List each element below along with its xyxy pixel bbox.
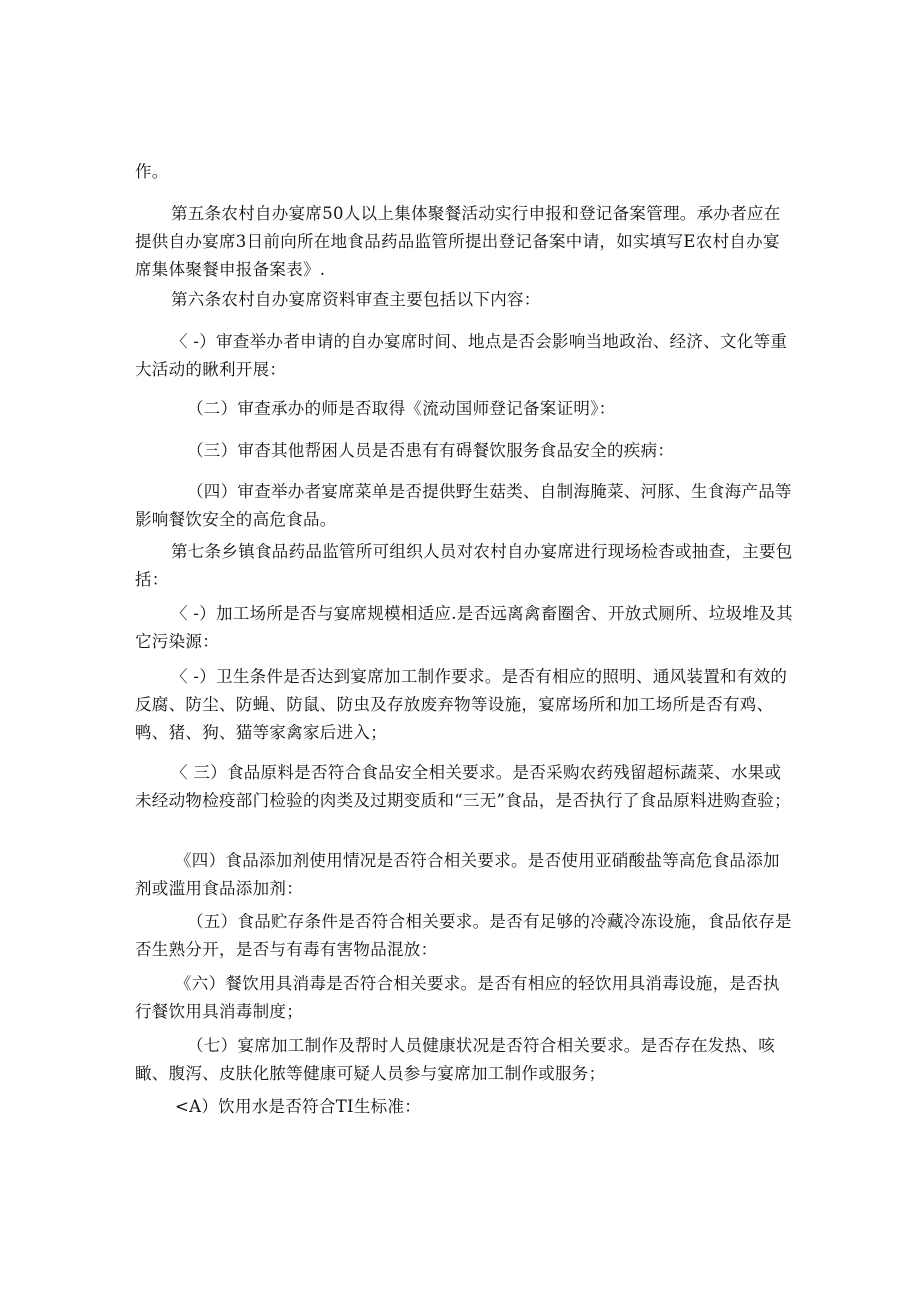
paragraph-inspection-item-2: 〈 -）卫生条件是否达到宴席加工制作要求。是否有相应的照明、通风装置和有效的反腐、防尘、防蝇、防鼠、防虫及存放废弃物等设施，宴席场所和加工场所是否有鸡、鸭、猪、狗、猫等家禽家后进入；	[135, 667, 788, 742]
paragraph-review-item-1: 〈 -）审查举办者申请的自办宴席时间、地点是否会影响当地政治、经济、文化等重大活动的瞅利开展：	[135, 332, 788, 379]
paragraph-inspection-item-8: <A）饮用水是否符合TI生标准：	[175, 1097, 422, 1116]
paragraph-inspection-item-4: 《四）食品添加剂使用情况是否符合相关要求。是否使用亚硝酸盐等高危食品添加剂或滥用食品添加剂：	[135, 851, 780, 898]
paragraph-inspection-item-5: （五）食品贮存条件是否符合相关要求。是否有足够的冷藏冷冻设施，食品依存是否生熟分开，是否与有毒有害物品混放：	[135, 912, 792, 959]
paragraph-article-7: 第七条乡镇食品药品监管所可组织人员对农村自办宴席进行现场检杳或抽查，主要包括：	[135, 542, 793, 589]
paragraph-article-5: 第五条农村自办宴席50人以上集体聚餐活动实行申报和登记备案管理。承办者应在提供自办宴席3日前向所在地食品药品监管所提出登记备案中请，如实填写E农村自办宴席集体聚餐申报备案表》.	[135, 204, 781, 279]
paragraph-review-item-3: （三）审杳其他帮困人员是否患有有碍餐饮服务食品安全的疾病：	[187, 441, 675, 460]
paragraph-inspection-item-1: 〈 -）加工场所是否与宴席规模相适应.是否远离禽畜圈舍、开放式厕所、垃圾堆及其它污染源：	[135, 604, 793, 651]
paragraph-continuation: 作。	[135, 162, 169, 181]
paragraph-inspection-item-3: 〈 三）食品原料是否符合食品安全相关要求。是否采购农药残留超标蔬菜、水果或未经动物检疫部门检验的肉类及过期变质和“三无”食品，是否执行了食品原料进购查验；	[135, 763, 791, 810]
paragraph-article-6: 第六条农村自办宴席资料审查主要包括以下内容：	[171, 290, 541, 309]
paragraph-review-item-4: （四）审查举办者宴席菜单是否提供野生菇类、自制海腌菜、河豚、生食海产品等影响餐饮安全的高危食品。	[135, 482, 792, 529]
paragraph-inspection-item-6: 《六）餐饮用具消毒是否符合相关要求。是否有相应的轻饮用具消毒设施，是否执行餐饮用具消毒制度；	[135, 974, 780, 1021]
paragraph-inspection-item-7: （七）宴席加工制作及帮时人员健康状况是否符合相关要求。是否存在发热、咳瞰、腹泻、皮肤化脓等健康可疑人员参与宴席加工制作或服务；	[135, 1036, 775, 1083]
paragraph-review-item-2: （二）审查承办的师是否取得《流动国师登记备案证明》：	[187, 399, 616, 418]
